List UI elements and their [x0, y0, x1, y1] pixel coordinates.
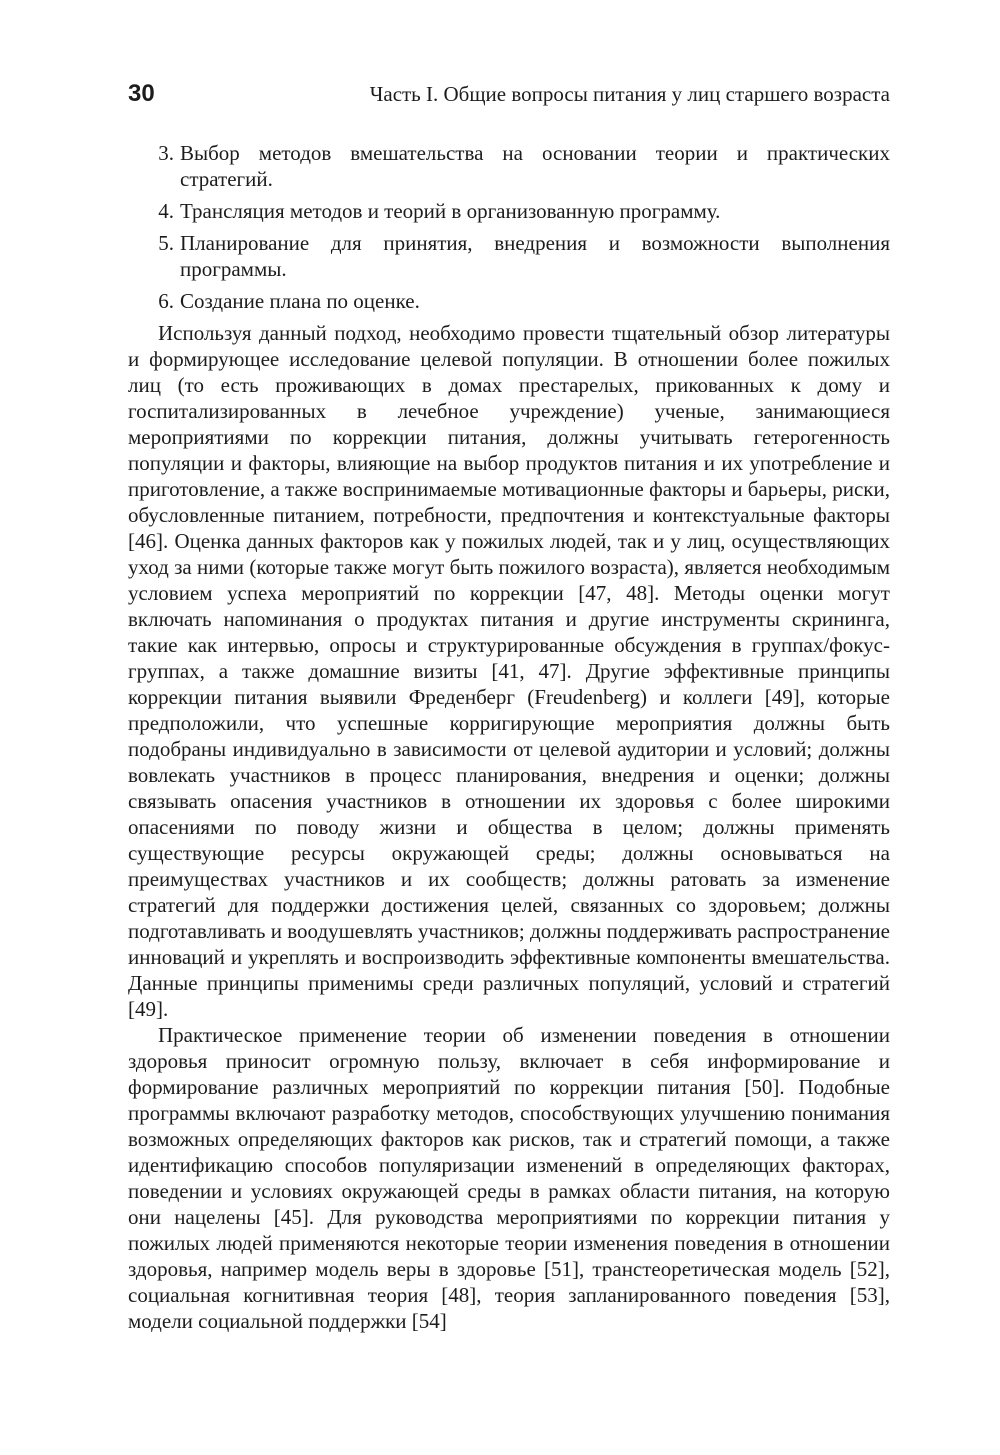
running-head: Часть I. Общие вопросы питания у лиц старшего возраста: [369, 82, 890, 106]
page-number: 30: [128, 80, 155, 107]
numbered-list: [128, 140, 890, 314]
list-item: [128, 288, 890, 314]
list-item-text: Планирование для принятия, внедрения и возможности выполнения программы.: [180, 231, 890, 281]
list-item: [128, 140, 890, 192]
list-item: [128, 198, 890, 224]
book-page: [128, 80, 890, 1334]
list-item: [128, 230, 890, 282]
body-paragraph: Используя данный подход, необходимо провести тщательный обзор литературы и формирующее исследование целевой популяции. В отношении более пожилых лиц (то есть проживающих в домах престарелых, прикованных к дому и госпитализированных в лечебное учреждение) ученые, занимающиеся мероприятиями по коррекции питания, должны учитывать гетерогенность популяции и факторы, влияющие на выбор продуктов питания и их употребление и приготовление, а также воспринимаемые мотивационные факторы и барьеры, риски, обусловленные питанием, потребности, предпочтения и контекстуальные факторы [46]. Оценка данных факторов как у пожилых людей, так и у лиц, осуществляющих уход за ними (которые также могут быть пожилого возраста), является необходимым условием успеха мероприятий по коррекции [47, 48]. Методы оценки могут включать напоминания о продуктах питания и другие инструменты скрининга, такие как интервью, опросы и структурированные обсуждения в группах/фокус-группах, а также домашние визиты [41, 47]. Другие эффективные принципы коррекции питания выявили Фреденберг (Freudenberg) и коллеги [49], которые предположили, что успешные корригирующие мероприятия должны быть подобраны индивидуально в зависимости от целевой аудитории и условий; должны вовлекать участников в процесс планирования, внедрения и оценки; должны связывать опасения участников в отношении их здоровья с более широкими опасениями по поводу жизни и общества в целом; должны применять существующие ресурсы окружающей среды; должны основываться на преимуществах участников и их сообществ; должны ратовать за изменение стратегий для поддержки достижения целей, связанных со здоровьем; должны подготавливать и воодушевлять участников; должны поддерживать распространение инноваций и укреплять и воспроизводить эффективные компоненты вмешательства. Данные принципы применимы среди различных популяций, условий и стратегий [49].: [128, 321, 890, 1021]
page-header: [128, 80, 890, 120]
list-item-text: Выбор методов вмешательства на основании теории и практических стратегий.: [180, 141, 890, 191]
list-item-text: Трансляция методов и теорий в организованную программу.: [180, 199, 721, 223]
list-item-number: 6.: [158, 289, 174, 313]
list-item-number: 5.: [158, 231, 174, 255]
list-item-text: Создание плана по оценке.: [180, 289, 420, 313]
list-item-number: 3.: [158, 141, 174, 165]
list-item-number: 4.: [158, 199, 174, 223]
body-paragraph: Практическое применение теории об изменении поведения в отношении здоровья приносит огромную пользу, включает в себя информирование и формирование различных мероприятий по коррекции питания [50]. Подобные программы включают разработку методов, способствующих улучшению понимания возможных определяющих факторов как рисков, так и стратегий помощи, а также идентификацию способов популяризации изменений в определяющих факторах, поведении и условиях окружающей среды в рамках области питания, на которую они нацелены [45]. Для руководства мероприятиями по коррекции питания у пожилых людей применяются некоторые теории изменения поведения в отношении здоровья, например модель веры в здоровье [51], транстеоретическая модель [52], социальная когнитивная теория [48], теория запланированного поведения [53], модели социальной поддержки [54]: [128, 1023, 890, 1333]
